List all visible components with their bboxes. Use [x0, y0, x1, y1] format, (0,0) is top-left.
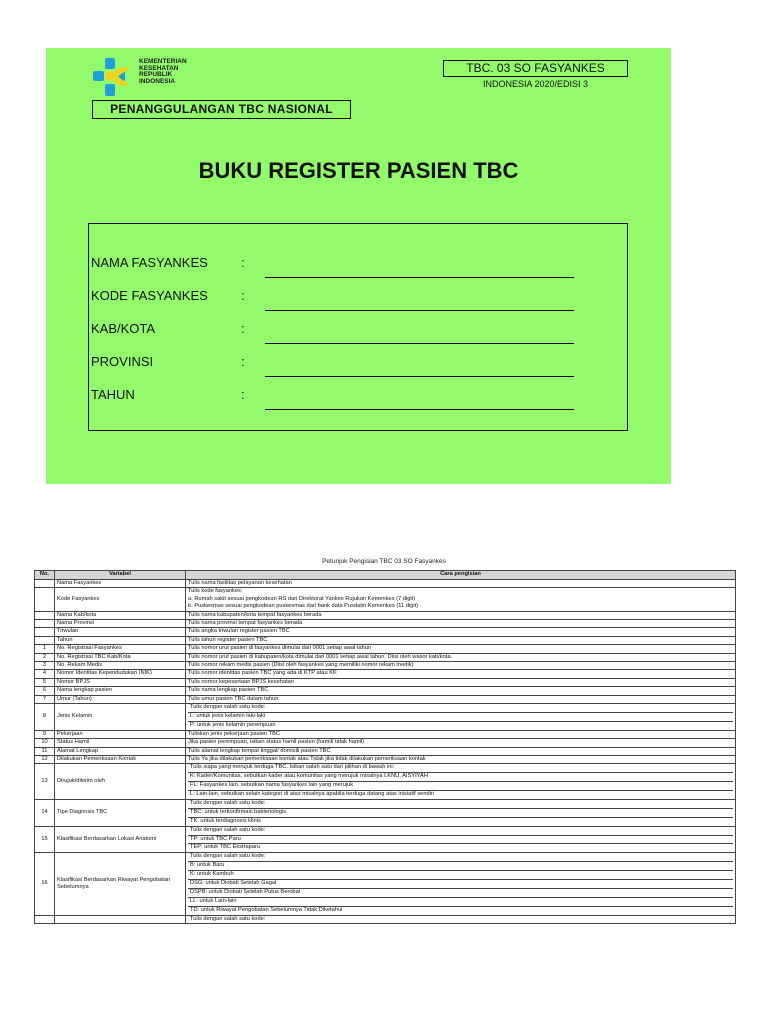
instruction [186, 662, 736, 670]
ministry-logo-icon [90, 57, 134, 97]
form-label: NAMA FASYANKES [91, 255, 208, 270]
variable-name: Tipe Diagnosis TBC [55, 799, 186, 826]
variable-name: Nomor BPJS [55, 678, 186, 686]
row-number: 1 [35, 645, 55, 653]
instruction [186, 687, 736, 695]
instruction [186, 730, 736, 738]
column-header: No. [35, 571, 55, 580]
guide-title: Petunjuk Pengisian TBC 03 SO Fasyankes [322, 558, 446, 565]
table-row [35, 915, 736, 924]
identity-form [88, 223, 628, 431]
ministry-line: INDONESIA [139, 77, 176, 85]
fill-line[interactable] [265, 409, 574, 410]
table-row [35, 620, 736, 628]
instruction [186, 611, 736, 619]
variable-name: No. Rekam Medis [55, 662, 186, 670]
instruction [186, 636, 736, 644]
instruction-line: Tulis kode fasyankes: [188, 588, 243, 595]
instruction-line: Tulis nomor urut pasien di fasyankes dimulai dari 0001 setiap awal tahun [188, 645, 372, 652]
table-row [35, 704, 736, 731]
row-number: 13 [35, 764, 55, 800]
variable-name: Pekerjaan [55, 730, 186, 738]
row-number: 9 [35, 730, 55, 738]
form-colon: : [241, 321, 245, 336]
table-header [35, 571, 736, 580]
row-number [35, 588, 55, 611]
fill-line[interactable] [265, 277, 574, 278]
instruction-line: Tulis dengan salah satu kode: [190, 704, 266, 711]
instruction [186, 799, 736, 826]
guide-table [34, 570, 736, 924]
instruction [186, 653, 736, 661]
table-row [35, 580, 736, 588]
instruction-line: Tulis angka triwulan register pasien TBC [188, 628, 290, 635]
instruction [186, 739, 736, 747]
variable-name: Tahun [55, 636, 186, 644]
row-number [35, 636, 55, 644]
table-row [35, 747, 736, 755]
table-row [35, 755, 736, 763]
instruction-line: P: untuk jenis kelamin perempuan [188, 721, 733, 730]
instruction-line: TK: untuk terdiagnosis klinis [188, 817, 733, 826]
variable-name: Umur (Tahun) [55, 695, 186, 703]
variable-name: Nama Kab/kota [55, 611, 186, 619]
form-label: KODE FASYANKES [91, 288, 208, 303]
row-number [35, 580, 55, 588]
variable-name: Kode Fasyankes [55, 588, 186, 611]
variable-name: No. Registrasi TBC Kab/Kota [55, 653, 186, 661]
fill-line[interactable] [265, 310, 574, 311]
row-number [35, 611, 55, 619]
instruction-line: Tulis nama provinsi tempat fasyankes berada [188, 620, 303, 627]
instruction-line: Tulis nama kabupaten/kota tempat fasyankes berada [188, 611, 322, 618]
instruction-line: Tulis umur pasien TBC dalam tahun [188, 695, 279, 702]
variable-name: Status Hamil [55, 739, 186, 747]
table-row [35, 695, 736, 703]
instruction-line: b. Puskesmas sesuai pengkodean puskesmas dari bank data Pusdatin Kemenkes (11 digit) [188, 603, 419, 610]
table-row [35, 588, 736, 611]
ministry-line: REPUBLIK [139, 71, 173, 79]
table-row [35, 645, 736, 653]
row-number: 4 [35, 670, 55, 678]
row-number [35, 915, 55, 924]
table-row [35, 764, 736, 800]
form-colon: : [241, 255, 245, 270]
instruction-line: TEP: untuk TBC Ekstraparu [188, 843, 733, 852]
instruction-line: B: untuk Baru [188, 861, 733, 870]
instruction-line: Tuliskan jenis pekerjaan pasien TBC [188, 730, 280, 737]
variable-name: No. Registrasi Fasyankes [55, 645, 186, 653]
fill-line[interactable] [265, 376, 574, 377]
fill-line[interactable] [265, 343, 574, 344]
instruction-line: Tulis nomor rekam medis pasien (Diisi oleh fasyankes yang memiliki nomor rekam medik) [188, 662, 414, 669]
row-number: 5 [35, 678, 55, 686]
cover-page [46, 48, 671, 484]
instruction [186, 580, 736, 588]
instruction-line: Tulis nama lengkap pasien TBC [188, 687, 269, 694]
variable-name [55, 915, 186, 924]
ministry-line: KEMENTERIAN [139, 58, 187, 65]
instruction [186, 853, 736, 915]
table-row [35, 653, 736, 661]
instruction-line: Tulis nomor urut pasien di kabupaten/kota dimulai dari 0001 setiap awal tahun. Diisi oleh wasor kab/kota. [188, 653, 453, 660]
variable-name: Nama Fasyankes [55, 580, 186, 588]
table-row [35, 678, 736, 686]
instruction [186, 826, 736, 853]
variable-name: Dilakukan Pemeriksaan Kontak [55, 755, 186, 763]
instruction-line: Tulis dengan salah satu kode: [190, 826, 266, 833]
table-row [35, 636, 736, 644]
row-number: 10 [35, 739, 55, 747]
instruction-line: Tulis tahun register pasien TBC [188, 636, 268, 643]
row-number: 2 [35, 653, 55, 661]
form-colon: : [241, 354, 245, 369]
form-row-tahun [89, 387, 627, 407]
instruction-line: TD: untuk Riwayat Pengobatan Sebelumnya Tidak Diketahui [188, 906, 733, 915]
instruction-line: Tulis Ya jika dilakukan pemeriksaan kontak atau Tidak jika tidak dilakukan pemeriksaan kontak [188, 755, 426, 762]
table-row [35, 628, 736, 636]
instruction-line: L: Lain-lain, sebutkan selain kategori di atas misalnya apabila terduga datang atas inisiatif sendiri [188, 790, 733, 799]
page-title: BUKU REGISTER PASIEN TBC [198, 158, 519, 183]
instruction-line: L: untuk jenis kelamin laki-laki [188, 712, 733, 721]
instruction-line: Tulis dengan salah satu kode: [190, 853, 266, 860]
variable-name: Klasifikasi Berdasarkan Lokasi Anatomi [55, 826, 186, 853]
table-row [35, 739, 736, 747]
instruction [186, 747, 736, 755]
table-row [35, 799, 736, 826]
column-header: Variabel [55, 571, 186, 580]
instruction [186, 915, 736, 924]
table-row [35, 662, 736, 670]
form-row-kode-fasyankes [89, 288, 627, 308]
row-number: 14 [35, 799, 55, 826]
row-number: 8 [35, 704, 55, 731]
row-number [35, 620, 55, 628]
variable-name: Klasifikasi Berdasarkan Riwayat Pengobatan Sebelumnya [55, 853, 186, 915]
instruction-line: Tulis siapa yang merujuk terduga TBC. Isikan salah satu dari pilihan di bawah ini: [190, 764, 395, 771]
row-number: 6 [35, 687, 55, 695]
instruction-line: TP: untuk TBC Paru [188, 835, 733, 844]
instruction [186, 704, 736, 731]
variable-name: Nama lengkap pasien [55, 687, 186, 695]
row-number [35, 628, 55, 636]
variable-name: Dirujuk/dikirim oleh [55, 764, 186, 800]
instruction-line: LL: untuk Lain-lain [188, 897, 733, 906]
table-row [35, 611, 736, 619]
instruction [186, 678, 736, 686]
form-colon: : [241, 288, 245, 303]
variable-name: Alamat Lengkap [55, 747, 186, 755]
instruction [186, 645, 736, 653]
instruction-line: Jika pasien perempuan, isikan status hamil pasien (hamil/ tidak hamil) [188, 739, 365, 746]
table-row [35, 826, 736, 853]
row-number: 15 [35, 826, 55, 853]
form-row-provinsi [89, 354, 627, 374]
instruction [186, 628, 736, 636]
variable-name: Nomor Identitas Kependudukan (NIK) [55, 670, 186, 678]
edition-label: INDONESIA 2020/EDISI 3 [482, 79, 589, 89]
row-number: 11 [35, 747, 55, 755]
instruction-line: TBC: untuk terkonfirmasi bakteriologis [188, 808, 733, 817]
instruction [186, 670, 736, 678]
ministry-name [139, 59, 187, 85]
form-label: PROVINSI [91, 354, 154, 369]
row-number: 12 [35, 755, 55, 763]
instruction-line: a. Rumah sakit sesuai pengkodean RS dari Direktorat Yankes Rujukan Kemenkes (7 digit) [188, 595, 416, 602]
row-number: 7 [35, 695, 55, 703]
instruction-line: DSG: untuk Diobati Setelah Gagal [188, 879, 733, 888]
form-colon: : [241, 387, 245, 402]
form-code: TBC. 03 SO FASYANKES [443, 60, 628, 77]
instruction-line: Tulis nomor kepesertaan BPJS kesehatan [188, 678, 295, 685]
instruction-line: Tulis nama fasilitas pelayanan kesehatan [188, 580, 292, 586]
ministry-line: KESEHATAN [139, 64, 179, 72]
table-row [35, 853, 736, 915]
instruction [186, 620, 736, 628]
instruction [186, 588, 736, 611]
instruction [186, 695, 736, 703]
instruction-line: FL: Fasyankes lain, sebutkan nama fasyankes lain yang merujuk [188, 781, 733, 790]
table-row [35, 730, 736, 738]
instruction-line: K: untuk Kambuh [188, 870, 733, 879]
form-label: TAHUN [91, 387, 135, 402]
form-label: KAB/KOTA [91, 321, 156, 336]
table-row [35, 670, 736, 678]
instruction-line: K: Kader/Komunitas, sebutkan kader atau komunitas yang merujuk misalnya LKNU, AISYIYAH [188, 772, 733, 781]
table-row [35, 687, 736, 695]
instruction-line: Tulis alamat lengkap tempat tinggal/ domisili pasien TBC [188, 747, 331, 754]
form-row-kab-kota [89, 321, 627, 341]
instruction-line: Tulis dengan salah satu kode: [190, 799, 266, 806]
form-row-nama-fasyankes [89, 255, 627, 275]
variable-name: Nama Provinsi [55, 620, 186, 628]
instruction-line: Tulis dengan salah satu kode: [190, 915, 266, 922]
column-header: Cara pengisian [186, 571, 736, 580]
row-number: 16 [35, 853, 55, 915]
instruction-line: Tulis nomor identitas pasien TBC yang ada di KTP atau KK [188, 670, 337, 677]
instruction [186, 755, 736, 763]
program-title: PENANGGULANGAN TBC NASIONAL [92, 100, 351, 119]
variable-name: Triwulan [55, 628, 186, 636]
instruction [186, 764, 736, 800]
instruction-line: DSPB: untuk Diobati Setelah Putus Berobat [188, 888, 733, 897]
variable-name: Jenis Kelamin [55, 704, 186, 731]
row-number: 3 [35, 662, 55, 670]
